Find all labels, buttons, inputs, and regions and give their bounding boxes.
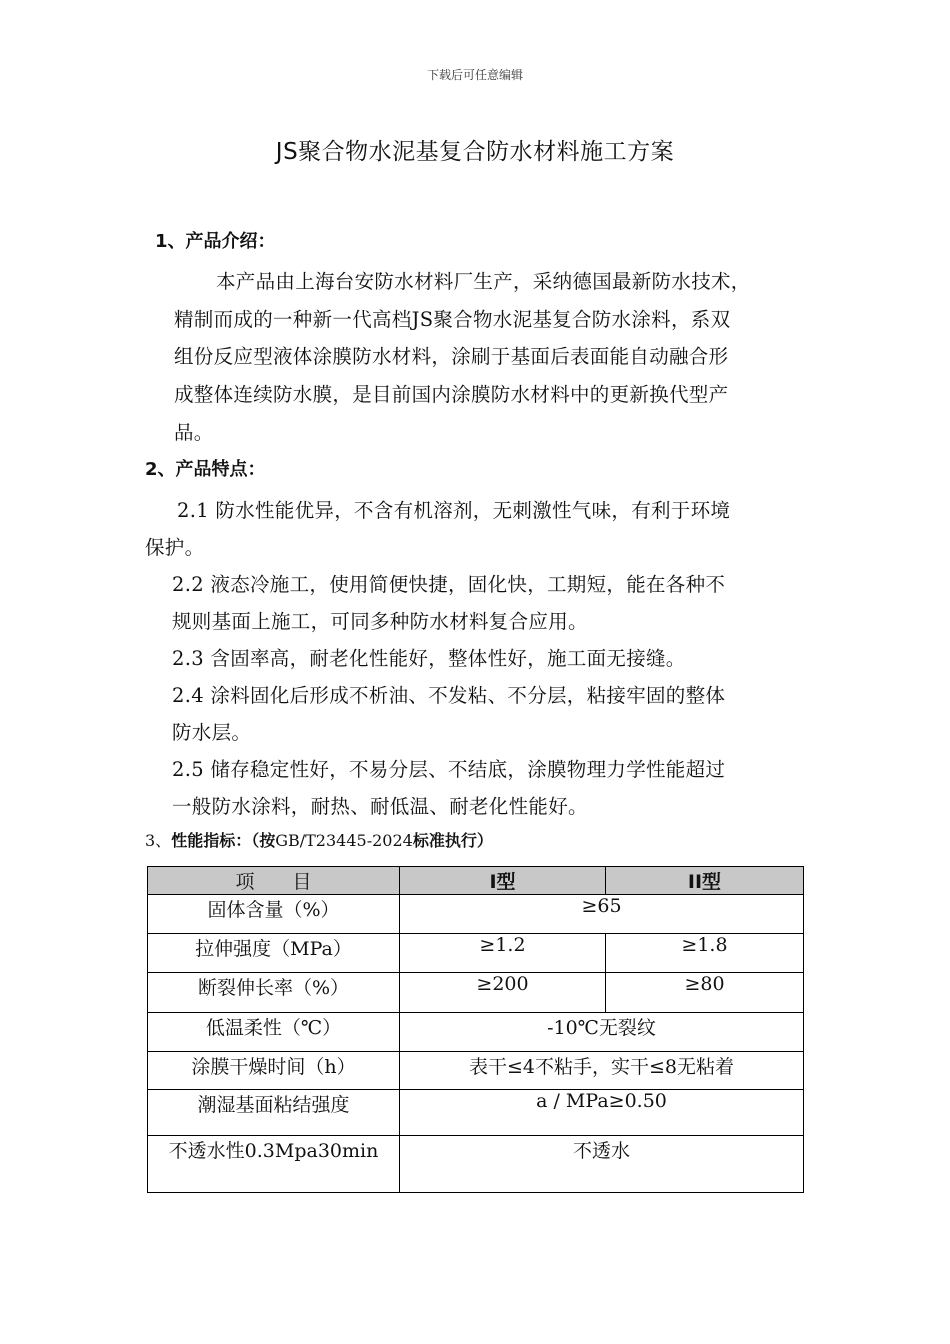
row-wet-bond-item: 潮湿基面粘结强度 — [148, 1090, 400, 1136]
intro-line-5: 品。 — [174, 421, 214, 444]
table-row — [148, 1090, 804, 1136]
header-item: 项 目 — [148, 867, 400, 895]
table-row — [148, 1052, 804, 1090]
intro-line-4: 成整体连续防水膜，是目前国内涂膜防水材料中的更新换代型产 — [174, 383, 729, 406]
row-low-temp-flex-value: -10℃无裂纹 — [400, 1013, 804, 1052]
row-elongation-item: 断裂伸长率（%） — [148, 973, 400, 1013]
feature-line-2-4b: 防水层。 — [172, 721, 252, 744]
feature-line-2-1b: 保护。 — [145, 536, 205, 559]
row-wet-bond-value: a / MPa≥0.50 — [400, 1090, 804, 1136]
feature-line-2-1a: 2.1 防水性能优异，不含有机溶剂，无刺激性气味，有利于环境 — [177, 499, 731, 522]
row-low-temp-flex-item: 低温柔性（℃） — [148, 1013, 400, 1052]
header-type-1: I型 — [400, 867, 606, 895]
intro-line-1: 本产品由上海台安防水材料厂生产，采纳德国最新防水技术， — [216, 270, 751, 293]
row-tensile-strength-type1: ≥1.2 — [400, 934, 606, 973]
row-tensile-strength-type2: ≥1.8 — [606, 934, 804, 973]
table-row — [148, 1013, 804, 1052]
page-header-note: 下载后可任意编辑 — [426, 68, 523, 82]
table-row — [148, 934, 804, 973]
document-title: JS聚合物水泥基复合防水材料施工方案 — [275, 139, 675, 165]
section3-standard: GB/T23445-2024 — [275, 831, 413, 850]
table-header-row — [148, 867, 804, 895]
row-solid-content-item: 固体含量（%） — [148, 895, 400, 934]
row-drying-time-value: 表干≤4不粘手，实干≤8无粘着 — [400, 1052, 804, 1090]
table-row — [148, 973, 804, 1013]
row-elongation-type1: ≥200 — [400, 973, 606, 1013]
intro-line-3: 组份反应型液体涂膜防水材料，涂刷于基面后表面能自动融合形 — [174, 345, 729, 368]
row-impermeability-value: 不透水 — [400, 1136, 804, 1193]
section3-prefix: 3、 — [145, 831, 172, 850]
feature-line-2-2a: 2.2 液态冷施工，使用简便快捷，固化快，工期短，能在各种不 — [172, 573, 726, 596]
feature-line-2-2b: 规则基面上施工，可同多种防水材料复合应用。 — [172, 610, 588, 633]
section-heading-product-intro: 1、产品介绍： — [155, 231, 276, 252]
table-row — [148, 895, 804, 934]
row-tensile-strength-item: 拉伸强度（MPa） — [148, 934, 400, 973]
feature-line-2-4a: 2.4 涂料固化后形成不析油、不发粘、不分层，粘接牢固的整体 — [172, 684, 726, 707]
header-type-2: II型 — [606, 867, 804, 895]
feature-line-2-5a: 2.5 储存稳定性好，不易分层、不结底，涂膜物理力学性能超过 — [172, 758, 726, 781]
table-row — [148, 1136, 804, 1193]
feature-line-2-3: 2.3 含固率高，耐老化性能好，整体性好，施工面无接缝。 — [172, 647, 686, 670]
section-heading-product-features: 2、产品特点： — [145, 459, 266, 480]
row-elongation-type2: ≥80 — [606, 973, 804, 1013]
row-solid-content-value: ≥65 — [400, 895, 804, 934]
performance-table — [147, 866, 804, 1193]
section-heading-performance — [145, 828, 493, 851]
intro-line-2: 精制而成的一种新一代高档JS聚合物水泥基复合防水涂料，系双 — [174, 308, 731, 331]
row-drying-time-item: 涂膜干燥时间（h） — [148, 1052, 400, 1090]
section3-heading: 性能指标：（按 — [171, 831, 276, 850]
row-impermeability-item: 不透水性0.3Mpa30min — [148, 1136, 400, 1193]
feature-line-2-5b: 一般防水涂料，耐热、耐低温、耐老化性能好。 — [172, 795, 588, 818]
section3-suffix: 标准执行） — [412, 831, 493, 850]
